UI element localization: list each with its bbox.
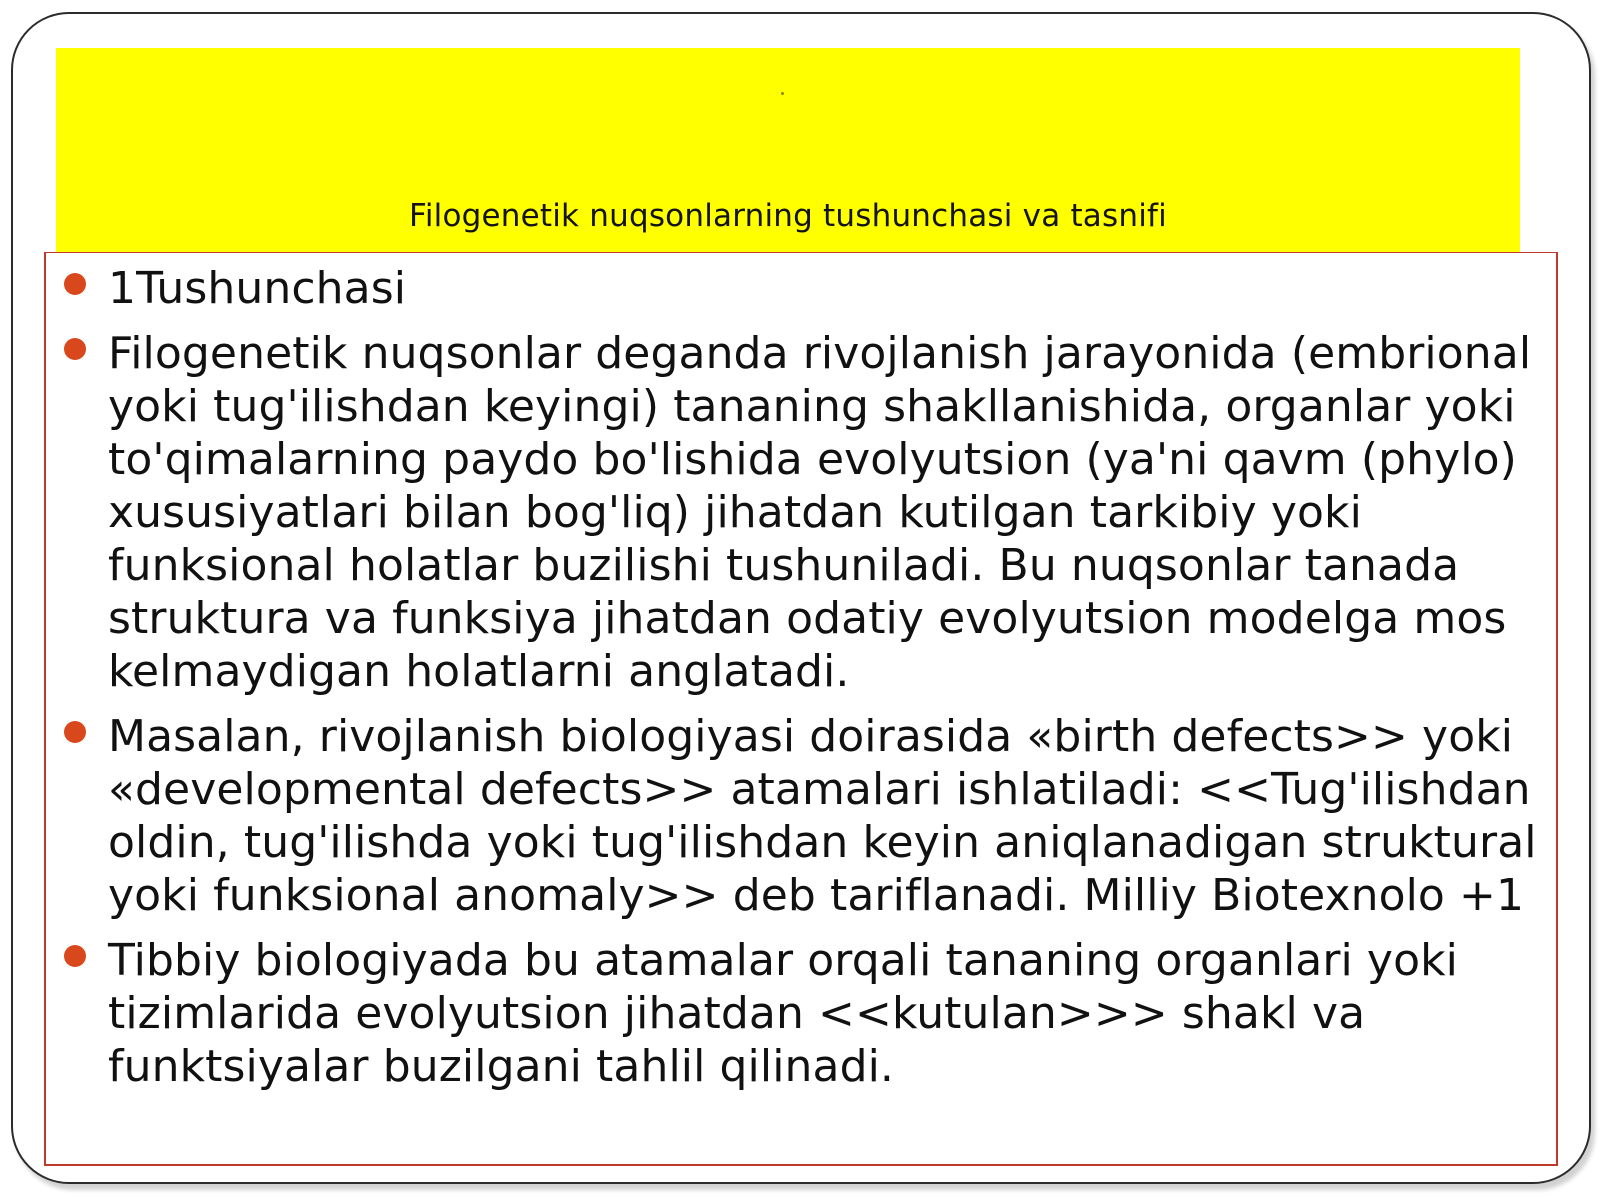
bullet-dot-icon (64, 273, 86, 295)
bullet-dot-icon (64, 338, 86, 360)
slide-title: Filogenetik nuqsonlarning tushunchasi va tasnifi (409, 198, 1167, 234)
bullet-text: Tibbiy biologiyada bu atamalar orqali tananing organlari yoki tizimlarida evolyutsion jihatdan <<kutulan>>> shakl va funktsiyalar buzilgani tahlil qilinadi. (108, 935, 1458, 1092)
bullet-item (64, 934, 1544, 1093)
bullet-item (64, 327, 1544, 698)
bullet-list (64, 262, 1544, 1105)
bullet-text: Filogenetik nuqsonlar deganda rivojlanish jarayonida (embrional yoki tug'ilishdan keyingi) tananing shakllanishida, organlar yoki to'qimalarning paydo bo'lishida evolyutsion (ya'ni qavm (phylo) xususiyatlari bilan bog'liq) jihatdan kutilgan tarkibiy yoki funksional holatlar buzilishi tushuniladi. Bu nuqsonlar tanada struktura va funksiya jihatdan odatiy evolyutsion modelga mos kelmaydigan holatlarni anglatadi. (108, 328, 1532, 697)
bullet-text: 1Tushunchasi (108, 263, 407, 314)
bullet-dot-icon (64, 721, 86, 743)
title-placeholder-dot (781, 92, 784, 95)
bullet-text: Masalan, rivojlanish biologiyasi doirasida «birth defects>> yoki «developmental defects>> atamalari ishlatiladi: <<Tug'ilishdan oldin, tug'ilishda yoki tug'ilishdan keyin aniqlanadigan struktural yoki funksional anomaly>> deb tariflanadi. Milliy Biotexnolo +1 (108, 711, 1537, 921)
bullet-item (64, 262, 1544, 315)
bullet-item (64, 710, 1544, 922)
bullet-dot-icon (64, 945, 86, 967)
